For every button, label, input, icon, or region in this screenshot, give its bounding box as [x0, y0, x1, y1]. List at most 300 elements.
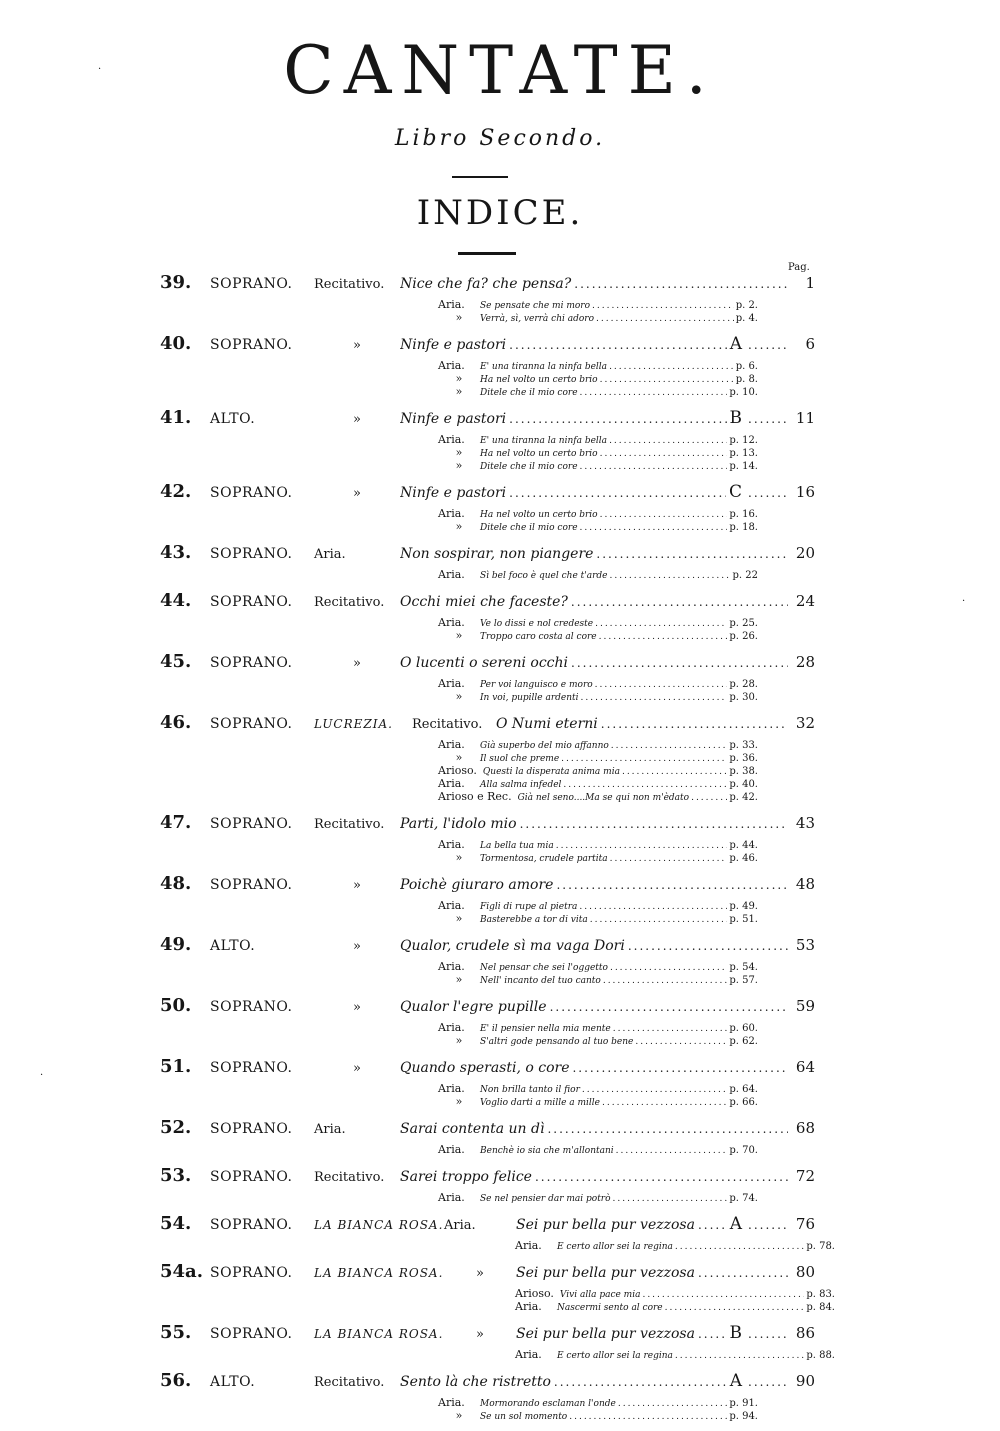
movement-item — [438, 738, 758, 751]
voice-type: SOPRANO. — [210, 655, 293, 671]
movement-page: p. 2. — [735, 300, 758, 311]
movement-kind: » — [455, 372, 463, 385]
voice-type: SOPRANO. — [210, 716, 293, 732]
movement-page: p. 88. — [806, 1350, 835, 1361]
page-number: 20 — [795, 544, 815, 562]
movement-kind: Aria. — [515, 1239, 542, 1252]
leader-dots — [554, 1375, 727, 1389]
movement-type: Recitativo. — [314, 1170, 385, 1185]
page-number: 1 — [805, 274, 815, 292]
leader-dots — [698, 1327, 727, 1341]
index-entry — [160, 1056, 815, 1108]
movement-list — [438, 359, 758, 398]
movement-item — [438, 507, 758, 520]
movement-item — [438, 616, 758, 629]
movement-incipit: Già nel seno....Ma se qui non m'èdato — [517, 793, 690, 803]
index-entry — [160, 1370, 815, 1422]
movement-kind: » — [455, 690, 463, 703]
voice-type: SOPRANO. — [210, 877, 293, 893]
entry-title-line — [400, 1371, 791, 1391]
work-title: Sento là che ristretto — [400, 1374, 551, 1390]
movement-kind: Aria. — [438, 507, 465, 520]
voice-type: SOPRANO. — [210, 1217, 293, 1233]
movement-kind: » — [455, 851, 463, 864]
leader-dots — [601, 717, 788, 731]
work-title: Ninfe e pastori — [400, 485, 507, 501]
movement-incipit: Se nel pensier dar mai potrò — [480, 1194, 611, 1204]
movement-page: p. 46. — [729, 853, 758, 864]
movement-type: Aria. — [444, 1218, 476, 1233]
entry-number: 50. — [160, 995, 192, 1016]
movement-list — [515, 1348, 835, 1361]
leader-dots — [611, 740, 728, 753]
version-letter: A — [729, 1214, 742, 1234]
voice-type: ALTO. — [210, 411, 256, 427]
movement-kind: Aria. — [438, 359, 465, 372]
movement-list — [438, 899, 758, 925]
entry-title-line — [400, 276, 791, 292]
leader-dots — [556, 878, 788, 892]
cantata-designation: LUCREZIA. — [314, 717, 393, 731]
movement-item — [438, 1143, 758, 1156]
entry-number: 54a. — [160, 1261, 203, 1282]
movement-page: p. 49. — [729, 901, 758, 912]
page-number: 68 — [795, 1119, 815, 1137]
leader-dots — [665, 1302, 805, 1315]
leader-dots — [613, 1023, 728, 1036]
leader-dots — [582, 1084, 727, 1097]
movement-type: Recitativo. — [314, 595, 385, 610]
work-title: Sei pur bella pur vezzosa — [516, 1265, 695, 1281]
leader-dots — [580, 387, 728, 400]
movement-page: p. 14. — [729, 461, 758, 472]
movement-item — [515, 1287, 835, 1300]
movement-incipit: Il suol che preme — [480, 754, 560, 764]
movement-incipit: E certo allor sei la regina — [557, 1242, 673, 1252]
leader-dots — [622, 766, 727, 779]
movement-incipit: Voglio darti a mille a mille — [480, 1098, 600, 1108]
leader-dots — [571, 656, 788, 670]
voice-type: SOPRANO. — [210, 1169, 293, 1185]
movement-page: p. 22 — [732, 570, 758, 581]
page-number: 6 — [805, 335, 815, 353]
movement-page: p. 64. — [729, 1084, 758, 1095]
movement-incipit: Ha nel volto un certo brio — [480, 375, 598, 385]
movement-item — [515, 1239, 835, 1252]
leader-dots — [748, 338, 788, 352]
leader-dots — [600, 448, 728, 461]
entry-number: 39. — [160, 272, 192, 293]
index-entry — [160, 542, 815, 581]
movement-incipit: Tormentosa, crudele partita — [480, 854, 608, 864]
voice-type: SOPRANO. — [210, 546, 293, 562]
movement-item — [438, 629, 758, 642]
movement-type: » — [353, 656, 361, 671]
leader-dots — [675, 1350, 804, 1363]
entry-number: 55. — [160, 1322, 192, 1343]
version-letter: C — [728, 482, 742, 502]
index-entry — [160, 995, 815, 1047]
version-letter: B — [729, 408, 742, 428]
work-title: Nice che fa? che pensa? — [400, 276, 572, 292]
movement-page: p. 44. — [729, 840, 758, 851]
index-entry — [160, 934, 815, 986]
entry-number: 47. — [160, 812, 192, 833]
movement-item — [515, 1348, 835, 1361]
page-number: 32 — [795, 714, 815, 732]
voice-type: SOPRANO. — [210, 999, 293, 1015]
work-title: Non sospirar, non piangere — [400, 546, 594, 562]
cantata-designation: LA BIANCA ROSA. — [314, 1218, 444, 1232]
movement-incipit: Già superbo del mio affanno — [480, 741, 609, 751]
leader-dots — [748, 1218, 788, 1232]
entry-number: 46. — [160, 712, 192, 733]
movement-item — [438, 851, 758, 864]
leader-dots — [599, 631, 728, 644]
leader-dots — [691, 792, 727, 805]
entry-number: 48. — [160, 873, 192, 894]
movement-kind: Aria. — [438, 568, 465, 581]
movement-incipit: Basterebbe a tor di vita — [480, 915, 588, 925]
movement-page: p. 33. — [729, 740, 758, 751]
movement-type: » — [353, 1000, 361, 1015]
leader-dots — [628, 939, 788, 953]
movement-kind: Arioso. — [515, 1287, 554, 1300]
movement-page: p. 28. — [729, 679, 758, 690]
movement-page: p. 78. — [806, 1241, 835, 1252]
leader-dots — [590, 914, 728, 927]
voice-type: SOPRANO. — [210, 1060, 293, 1076]
leader-dots — [595, 618, 727, 631]
movement-incipit: E' il pensier nella mia mente — [480, 1024, 611, 1034]
movement-incipit: Ha nel volto un certo brio — [480, 449, 598, 459]
movement-incipit: Questi la disperata anima mia — [482, 767, 620, 777]
movement-item — [438, 520, 758, 533]
movement-page: p. 74. — [729, 1193, 758, 1204]
movement-incipit: E' una tiranna la ninfa bella — [480, 362, 608, 372]
voice-type: SOPRANO. — [210, 594, 293, 610]
page-number: 16 — [795, 483, 815, 501]
entry-title-line — [516, 1214, 791, 1234]
page-title: CANTATE. — [283, 32, 717, 109]
leader-dots — [595, 679, 728, 692]
work-title: Ninfe e pastori — [400, 411, 507, 427]
work-title: Parti, l'idolo mio — [400, 816, 517, 832]
movement-kind: » — [455, 446, 463, 459]
leader-dots — [603, 975, 728, 988]
entry-number: 52. — [160, 1117, 192, 1138]
movement-page: p. 25. — [729, 618, 758, 629]
movement-item — [438, 433, 758, 446]
page-number: 24 — [795, 592, 815, 610]
entry-title-line — [496, 716, 791, 732]
movement-kind: Aria. — [515, 1300, 542, 1313]
page-number: 48 — [795, 875, 815, 893]
movement-page: p. 4. — [735, 313, 758, 324]
movement-item — [438, 1095, 758, 1108]
movement-incipit: Verrà, sì, verrà chi adoro — [480, 314, 594, 324]
version-letter: B — [729, 1323, 742, 1343]
speck-mark: · — [98, 64, 102, 75]
voice-type: ALTO. — [210, 938, 256, 954]
movement-list — [438, 1021, 758, 1047]
leader-dots — [580, 522, 728, 535]
version-letter: A — [729, 334, 742, 354]
movement-page: p. 30. — [729, 692, 758, 703]
movement-list — [438, 568, 758, 581]
movement-list — [438, 507, 758, 533]
cantata-designation: LA BIANCA ROSA. — [314, 1266, 444, 1280]
movement-list — [438, 298, 758, 324]
work-title: O lucenti o sereni occhi — [400, 655, 568, 671]
entry-title-line — [400, 938, 791, 954]
work-title: Sarai contenta un dì — [400, 1121, 545, 1137]
movement-page: p. 94. — [729, 1411, 758, 1422]
movement-item — [438, 751, 758, 764]
entry-number: 54. — [160, 1213, 192, 1234]
movement-list — [438, 738, 758, 803]
page-number: 72 — [795, 1167, 815, 1185]
leader-dots — [581, 692, 728, 705]
voice-type: SOPRANO. — [210, 1121, 293, 1137]
index-entry — [160, 651, 815, 703]
voice-type: ALTO. — [210, 1374, 256, 1390]
leader-dots — [550, 1000, 788, 1014]
entry-title-line — [400, 655, 791, 671]
movement-kind: » — [455, 385, 463, 398]
index-entry — [160, 1213, 835, 1252]
movement-incipit: Troppo caro costa al core — [480, 632, 597, 642]
version-letter: A — [729, 1371, 742, 1391]
index-heading: INDICE. — [416, 193, 584, 233]
movement-type: » — [353, 878, 361, 893]
page-number: 59 — [795, 997, 815, 1015]
divider — [452, 176, 508, 178]
movement-type: » — [353, 1061, 361, 1076]
movement-item — [438, 690, 758, 703]
leader-dots — [600, 374, 734, 387]
movement-item — [438, 568, 758, 581]
movement-item — [438, 1021, 758, 1034]
page-number: 11 — [795, 409, 815, 427]
movement-kind: » — [455, 751, 463, 764]
movement-item — [438, 1396, 758, 1409]
movement-incipit: Nascermi sento al core — [557, 1303, 663, 1313]
movement-page: p. 54. — [729, 962, 758, 973]
movement-page: p. 62. — [729, 1036, 758, 1047]
entry-title-line — [400, 594, 791, 610]
movement-item — [438, 790, 758, 803]
work-title: Qualor l'egre pupille — [400, 999, 547, 1015]
movement-kind: Aria. — [438, 899, 465, 912]
movement-incipit: Ditele che il mio core — [480, 523, 578, 533]
movement-page: p. 84. — [806, 1302, 835, 1313]
leader-dots — [642, 1289, 804, 1302]
movement-incipit: Ditele che il mio core — [480, 462, 578, 472]
entry-number: 40. — [160, 333, 192, 354]
leader-dots — [610, 853, 728, 866]
entry-number: 41. — [160, 407, 192, 428]
movement-page: p. 51. — [729, 914, 758, 925]
leader-dots — [609, 435, 727, 448]
leader-dots — [547, 1122, 788, 1136]
movement-page: p. 38. — [729, 766, 758, 777]
movement-incipit: In voi, pupille ardenti — [480, 693, 579, 703]
leader-dots — [592, 300, 734, 313]
index-entry — [160, 333, 815, 398]
movement-page: p. 83. — [806, 1289, 835, 1300]
leader-dots — [561, 753, 727, 766]
movement-item — [438, 838, 758, 851]
entry-number: 51. — [160, 1056, 192, 1077]
movement-incipit: Vivi alla pace mia — [559, 1290, 641, 1300]
cantata-designation: LA BIANCA ROSA. — [314, 1327, 444, 1341]
entry-title-line — [400, 546, 791, 562]
movement-item — [438, 912, 758, 925]
movement-type: Aria. — [314, 1122, 346, 1137]
entry-number: 44. — [160, 590, 192, 611]
movement-item — [438, 960, 758, 973]
subtitle: Libro Secondo. — [394, 126, 606, 151]
movement-incipit: Mormorando esclaman l'onde — [480, 1399, 616, 1409]
index-entry — [160, 812, 815, 864]
movement-incipit: Sì bel foco è quel che t'arde — [480, 571, 608, 581]
speck-mark: · — [40, 1070, 44, 1081]
movement-kind: » — [455, 1095, 463, 1108]
speck-mark: · — [962, 596, 966, 607]
movement-kind: Aria. — [438, 1191, 465, 1204]
index-entry — [160, 481, 815, 533]
movement-item — [515, 1300, 835, 1313]
leader-dots — [556, 840, 728, 853]
movement-incipit: Ve lo dissi e nol credeste — [480, 619, 594, 629]
leader-dots — [535, 1170, 788, 1184]
movement-kind: Aria. — [438, 298, 465, 311]
movement-incipit: Non brilla tanto il fior — [480, 1085, 580, 1095]
movement-page: p. 70. — [729, 1145, 758, 1156]
movement-item — [438, 1191, 758, 1204]
leader-dots — [609, 361, 734, 374]
entry-title-line — [400, 816, 791, 832]
movement-page: p. 12. — [729, 435, 758, 446]
work-title: Poichè giuraro amore — [400, 877, 554, 893]
movement-page: p. 8. — [735, 374, 758, 385]
leader-dots — [616, 1145, 728, 1158]
entry-title-line — [400, 334, 791, 354]
movement-list — [438, 677, 758, 703]
movement-page: p. 16. — [729, 509, 758, 520]
page-number: 28 — [795, 653, 815, 671]
movement-list — [438, 1191, 758, 1204]
movement-kind: » — [455, 1409, 463, 1422]
movement-item — [438, 1082, 758, 1095]
movement-incipit: Nell' incanto del tuo canto — [480, 976, 601, 986]
movement-item — [438, 899, 758, 912]
index-entry — [160, 873, 815, 925]
movement-type: Recitativo. — [412, 717, 483, 732]
leader-dots — [579, 901, 727, 914]
movement-incipit: La bella tua mia — [480, 841, 554, 851]
movement-page: p. 26. — [729, 631, 758, 642]
movement-kind: Aria. — [438, 677, 465, 690]
entry-number: 45. — [160, 651, 192, 672]
entry-title-line — [400, 1121, 791, 1137]
leader-dots — [596, 547, 788, 561]
work-title: Ninfe e pastori — [400, 337, 507, 353]
leader-dots — [748, 1375, 788, 1389]
leader-dots — [635, 1036, 727, 1049]
leader-dots — [748, 412, 788, 426]
page-number: 90 — [795, 1372, 815, 1390]
page-number: 64 — [795, 1058, 815, 1076]
work-title: Occhi miei che faceste? — [400, 594, 568, 610]
movement-list — [438, 960, 758, 986]
movement-kind: » — [455, 629, 463, 642]
leader-dots — [571, 595, 788, 609]
index-entry — [160, 712, 815, 803]
movement-item — [438, 311, 758, 324]
movement-type: Recitativo. — [314, 1375, 385, 1390]
movement-page: p. 10. — [729, 387, 758, 398]
leader-dots — [698, 1266, 788, 1280]
movement-incipit: E certo allor sei la regina — [557, 1351, 673, 1361]
leader-dots — [574, 277, 788, 291]
movement-page: p. 60. — [729, 1023, 758, 1034]
work-title: Sei pur bella pur vezzosa — [516, 1217, 695, 1233]
movement-page: p. 57. — [729, 975, 758, 986]
movement-kind: Aria. — [438, 838, 465, 851]
work-title: Sei pur bella pur vezzosa — [516, 1326, 695, 1342]
index-list — [160, 272, 835, 1431]
entry-title-line — [400, 877, 791, 893]
movement-incipit: S'altri gode pensando al tuo bene — [480, 1037, 634, 1047]
index-entry — [160, 272, 815, 324]
movement-kind: Aria. — [438, 433, 465, 446]
movement-list — [515, 1287, 835, 1313]
movement-kind: » — [455, 973, 463, 986]
leader-dots — [580, 461, 728, 474]
index-entry — [160, 1261, 835, 1313]
movement-kind: Arioso. — [438, 764, 477, 777]
leader-dots — [596, 313, 734, 326]
work-title: O Numi eterni — [496, 716, 598, 732]
movement-type: Recitativo. — [314, 277, 385, 292]
entry-number: 42. — [160, 481, 192, 502]
movement-kind: » — [455, 311, 463, 324]
movement-incipit: Se un sol momento — [480, 1412, 568, 1422]
entry-title-line — [400, 408, 791, 428]
index-entry — [160, 1322, 835, 1361]
movement-kind: Aria. — [438, 1396, 465, 1409]
leader-dots — [748, 1327, 788, 1341]
movement-page: p. 66. — [729, 1097, 758, 1108]
leader-dots — [509, 486, 726, 500]
work-title: Qualor, crudele sì ma vaga Dori — [400, 938, 625, 954]
movement-type: » — [476, 1327, 484, 1342]
index-entry — [160, 1165, 815, 1204]
movement-kind: » — [455, 1034, 463, 1047]
leader-dots — [610, 962, 727, 975]
movement-incipit: Figli di rupe al pietra — [480, 902, 578, 912]
voice-type: SOPRANO. — [210, 485, 293, 501]
movement-type: » — [353, 486, 361, 501]
page-number: 76 — [795, 1215, 815, 1233]
leader-dots — [675, 1241, 804, 1254]
leader-dots — [698, 1218, 727, 1232]
movement-item — [438, 385, 758, 398]
movement-item — [438, 459, 758, 472]
leader-dots — [520, 817, 788, 831]
